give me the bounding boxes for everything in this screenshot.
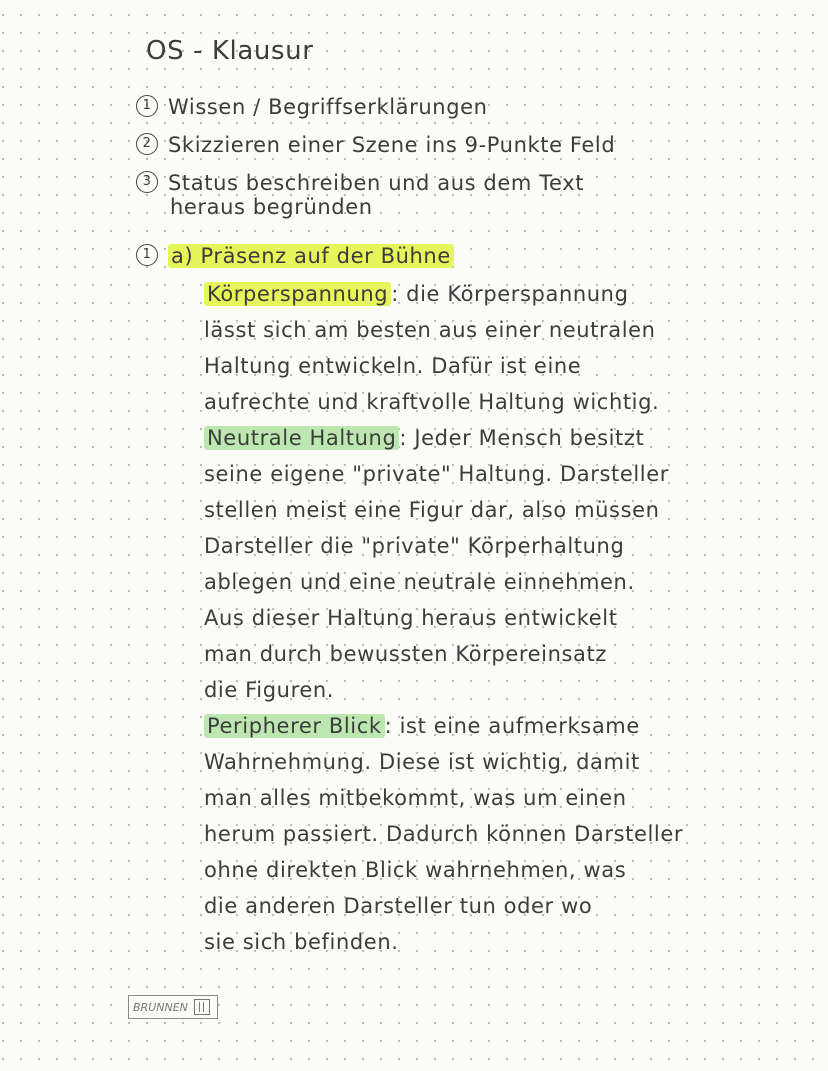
overview-item-text: heraus begründen — [170, 195, 373, 219]
text-line: lässt sich am besten aus einer neutralen — [204, 318, 656, 342]
text-line: Wahrnehmung. Diese ist wichtig, damit — [204, 750, 640, 774]
text-line: man durch bewussten Körpereinsatz — [204, 642, 607, 666]
text-line: herum passiert. Dadurch können Darsteller — [204, 822, 684, 846]
overview-item-text: Skizzieren einer Szene ins 9-Punkte Feld — [168, 133, 616, 157]
text-line — [204, 714, 640, 738]
term-highlight: Körperspannung — [204, 282, 391, 306]
text-line: ablegen und eine neutrale einnehmen. — [204, 570, 635, 594]
line-text: : ist eine aufmerksame — [384, 714, 640, 738]
brand-mark-icon — [194, 999, 210, 1015]
overview-item-text: Wissen / Begriffserklärungen — [168, 95, 488, 119]
text-line: stellen meist eine Figur dar, also müssen — [204, 498, 660, 522]
text-line: sie sich befinden. — [204, 930, 399, 954]
term-highlight: Neutrale Haltung — [204, 426, 399, 450]
brand-name: BRUNNEN — [133, 1000, 188, 1014]
text-line: Aus dieser Haltung heraus entwickelt — [204, 606, 618, 630]
text-line: die anderen Darsteller tun oder wo — [204, 894, 593, 918]
overview-item-2 — [136, 133, 615, 157]
line-text: : Jeder Mensch besitzt — [399, 426, 645, 450]
text-line: seine eigene "private" Haltung. Darsteller — [204, 462, 669, 486]
text-line — [204, 426, 644, 450]
circled-number: 1 — [136, 95, 158, 117]
text-line: ohne direkten Blick wahrnehmen, was — [204, 858, 627, 882]
section-heading — [136, 244, 454, 268]
overview-item-3 — [136, 171, 584, 195]
text-line: man alles mitbekommt, was um einen — [204, 786, 627, 810]
overview-item-1 — [136, 95, 488, 119]
text-line: aufrechte und kraftvolle Haltung wichtig. — [204, 390, 660, 414]
circled-number: 2 — [136, 133, 158, 155]
text-line — [204, 282, 629, 306]
circled-number: 3 — [136, 171, 158, 193]
page-title: OS - Klausur — [146, 36, 314, 66]
section-heading-text: a) Präsenz auf der Bühne — [168, 244, 454, 268]
brand-logo — [128, 995, 218, 1019]
text-line: Darsteller die "private" Körperhaltung — [204, 534, 625, 558]
text-line: Haltung entwickeln. Dafür ist eine — [204, 354, 582, 378]
circled-number: 1 — [136, 244, 158, 266]
overview-item-3-continued — [170, 195, 373, 219]
term-highlight: Peripherer Blick — [204, 714, 385, 738]
line-text: : die Körperspannung — [391, 282, 629, 306]
overview-item-text: Status beschreiben und aus dem Text — [168, 171, 585, 195]
text-line: die Figuren. — [204, 678, 335, 702]
